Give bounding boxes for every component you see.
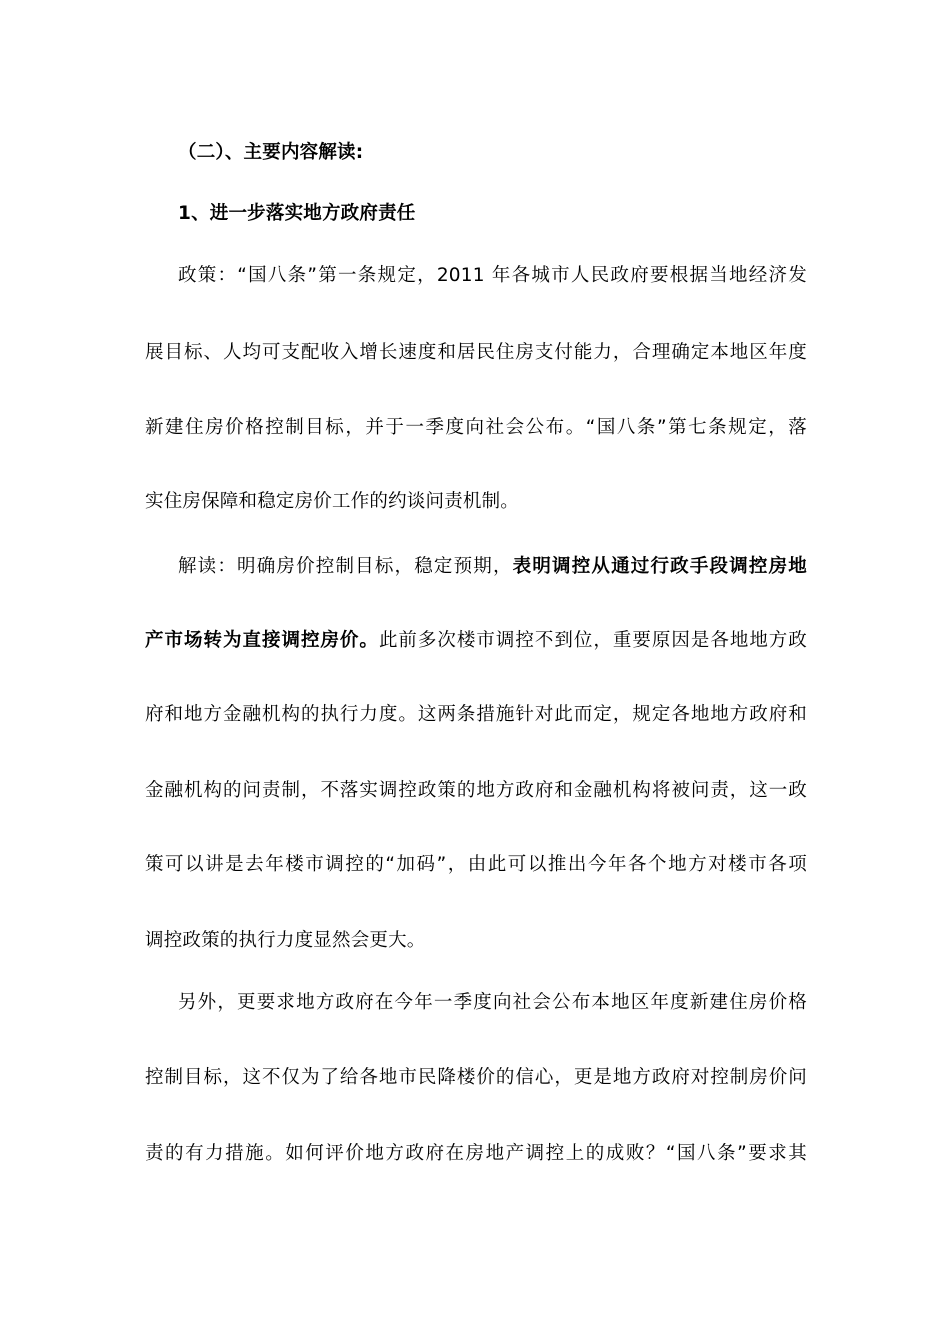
- paragraph-line: [145, 629, 807, 653]
- paragraph-line: 责的有力措施。如何评价地方政府在房地产调控上的成败？“国八条”要求其: [145, 1143, 807, 1164]
- paragraph-line: 展目标、人均可支配收入增长速度和居民住房支付能力，合理确定本地区年度: [145, 342, 807, 363]
- text-normal: 解读：明确房价控制目标，稳定预期，: [178, 556, 513, 577]
- text-emphasis: 产市场转为直接调控房价。: [145, 630, 379, 651]
- paragraph-line: 调控政策的执行力度显然会更大。: [145, 930, 426, 951]
- paragraph-line: 另外，更要求地方政府在今年一季度向社会公布本地区年度新建住房价格: [178, 992, 807, 1013]
- paragraph-line: 金融机构的问责制，不落实调控政策的地方政府和金融机构将被问责，这一政: [145, 780, 807, 801]
- paragraph-line: [178, 555, 807, 579]
- paragraph-line: 控制目标，这不仅为了给各地市民降楼价的信心，更是地方政府对控制房价问: [145, 1067, 807, 1088]
- text-emphasis: 表明调控从通过行政手段调控房地: [512, 556, 807, 577]
- section-heading: （二）、主要内容解读:: [178, 142, 364, 163]
- subsection-heading: 1、进一步落实地方政府责任: [178, 203, 416, 224]
- paragraph-line: 政策：“国八条”第一条规定，2011 年各城市人民政府要根据当地经济发: [178, 265, 807, 286]
- paragraph-line: 府和地方金融机构的执行力度。这两条措施针对此而定，规定各地地方政府和: [145, 704, 807, 725]
- text-normal: 此前多次楼市调控不到位，重要原因是各地地方政: [378, 630, 808, 651]
- paragraph-line: 实住房保障和稳定房价工作的约谈问责机制。: [145, 491, 520, 512]
- paragraph-line: 策可以讲是去年楼市调控的“加码”，由此可以推出今年各个地方对楼市各项: [145, 854, 807, 875]
- paragraph-line: 新建住房价格控制目标，并于一季度向社会公布。“国八条”第七条规定，落: [145, 417, 807, 438]
